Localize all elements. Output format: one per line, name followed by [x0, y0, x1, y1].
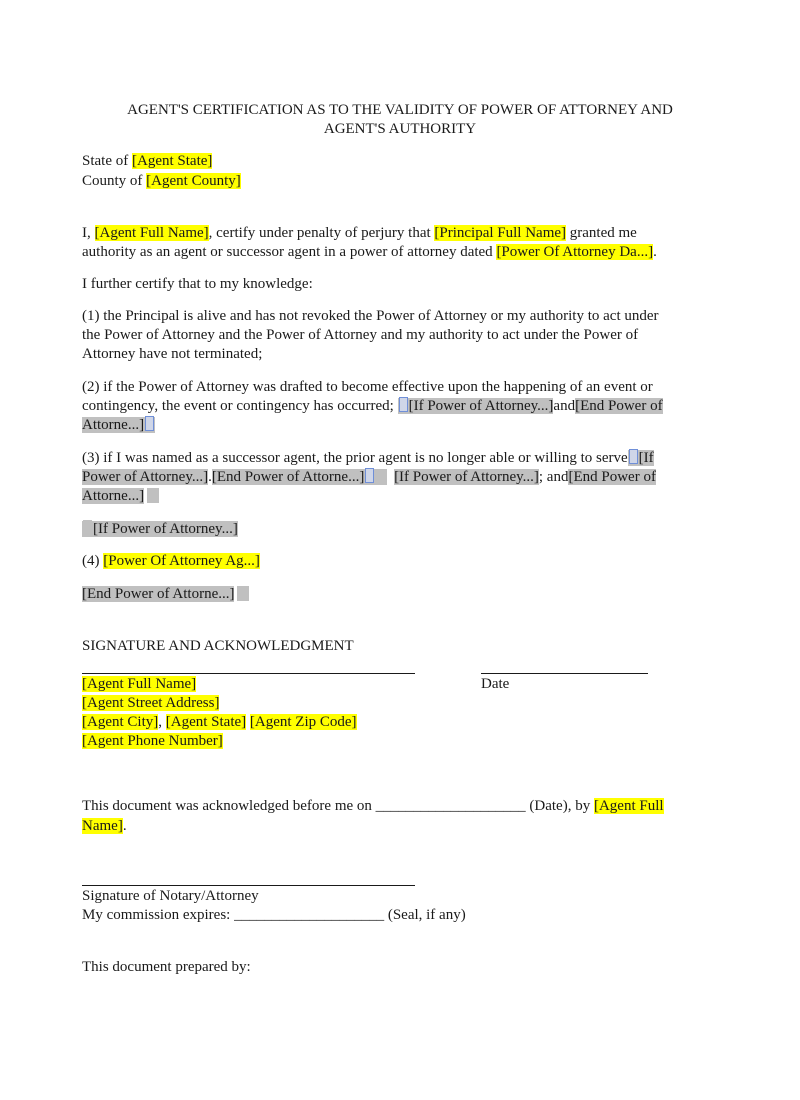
- intro-text: I,: [82, 225, 95, 241]
- comma-separator: ,: [158, 714, 166, 730]
- end-power-of-attorney-field-2[interactable]: [End Power of: [568, 469, 656, 485]
- item-3-line-3: [82, 487, 159, 506]
- acknowledgment-line-1: [82, 797, 664, 816]
- signature-heading: SIGNATURE AND ACKNOWLEDGMENT: [82, 638, 354, 654]
- end-power-of-attorney-field[interactable]: [End Power of Attorne...]: [211, 469, 365, 485]
- agent-state-field[interactable]: [Agent State]: [165, 714, 247, 730]
- item-2-text: and: [553, 398, 576, 414]
- if-block-text: [If Power of Attorney...]: [93, 521, 238, 537]
- state-prefix: State of: [82, 153, 132, 169]
- intro-line-2: [82, 243, 657, 262]
- item-2-line-1: (2) if the Power of Attorney was drafted to become effective upon the happening of an event or: [82, 379, 653, 395]
- if-power-of-attorney-field-cont[interactable]: Power of Attorney...]: [82, 469, 209, 485]
- item-3-line-1: [82, 449, 654, 468]
- item-2-line-2: [82, 397, 663, 416]
- sig-city-line: [82, 713, 357, 732]
- conditional-field-marker[interactable]: [398, 398, 554, 414]
- intro-text: granted me: [566, 225, 637, 241]
- item-3-text: ; and: [538, 469, 569, 485]
- if-power-of-attorney-block[interactable]: [82, 521, 238, 537]
- item-3-line-2: [82, 468, 656, 487]
- agent-street-address-field[interactable]: [Agent Street Address]: [82, 695, 220, 711]
- conditional-field-marker[interactable]: [364, 469, 386, 485]
- principal-full-name-field[interactable]: [Principal Full Name]: [434, 225, 567, 241]
- item-3-text: (3) if I was named as a successor agent, the prior agent is no longer able or willing to serve: [82, 450, 628, 466]
- intro-text: .: [653, 244, 657, 260]
- agent-full-name-field[interactable]: [Agent Full Name]: [82, 676, 197, 692]
- further-certify-text: I further certify that to my knowledge:: [82, 276, 313, 292]
- state-line: [82, 152, 212, 171]
- date-signature-line[interactable]: [481, 673, 648, 674]
- agent-zip-code-field[interactable]: [Agent Zip Code]: [249, 714, 357, 730]
- field-marker-icon: [83, 520, 92, 535]
- acknowledgment-text: .: [122, 818, 127, 834]
- if-field-text: [If: [638, 450, 654, 466]
- field-marker-icon: [365, 468, 374, 483]
- sig-street-line: [82, 694, 219, 713]
- field-marker-icon: [629, 449, 638, 464]
- intro-text: , certify under penalty of perjury that: [208, 225, 435, 241]
- gray-square-icon: [147, 488, 159, 503]
- notary-signature-label: Signature of Notary/Attorney: [82, 888, 259, 904]
- county-prefix: County of: [82, 173, 147, 189]
- item-3-text: .: [208, 469, 212, 485]
- power-of-attorney-agent-field[interactable]: [Power Of Attorney Ag...]: [103, 553, 260, 569]
- gray-square-icon: [237, 586, 249, 601]
- document-title-line-1: AGENT'S CERTIFICATION AS TO THE VALIDITY OF POWER OF ATTORNEY AND: [127, 102, 673, 118]
- item-1-line-2: the Power of Attorney and the Power of Attorney and my authority to act under the Power of: [82, 327, 639, 343]
- if-power-of-attorney-field[interactable]: [If Power of Attorney...]: [408, 398, 554, 414]
- county-line: [82, 172, 241, 191]
- commission-expires-line: My commission expires: ____________________ (Seal, if any): [82, 907, 466, 923]
- item-4-label: (4): [82, 553, 104, 569]
- sig-agent-name-line: [82, 675, 196, 694]
- document-title-line-2: AGENT'S AUTHORITY: [323, 121, 477, 137]
- agent-full-name-field-cont[interactable]: Name]: [82, 818, 123, 834]
- acknowledgment-line-2: [82, 817, 127, 836]
- if-power-of-attorney-field[interactable]: [628, 450, 654, 466]
- agent-full-name-field[interactable]: [Agent Full: [593, 798, 664, 814]
- item-1-line-1: (1) the Principal is alive and has not revoked the Power of Attorney or my authority to act under: [82, 308, 659, 324]
- if-block-line: [82, 520, 238, 539]
- agent-full-name-field[interactable]: [Agent Full Name]: [94, 225, 209, 241]
- end-field-text: Attorne...]: [82, 417, 145, 433]
- field-marker-icon: [399, 397, 408, 412]
- end-power-of-attorney-field-2-cont[interactable]: Attorne...]: [82, 488, 145, 504]
- item-4-line: [82, 552, 260, 571]
- agent-city-field[interactable]: [Agent City]: [82, 714, 159, 730]
- end-power-of-attorney-field[interactable]: [End Power of: [575, 398, 663, 414]
- notary-signature-line[interactable]: [82, 885, 415, 886]
- end-block-line: [82, 585, 249, 604]
- item-2-text: contingency, the event or contingency has occurred;: [82, 398, 398, 414]
- field-marker-icon: [145, 416, 154, 431]
- if-power-of-attorney-field-2[interactable]: [If Power of Attorney...]: [394, 469, 539, 485]
- item-2-line-3: [82, 416, 155, 435]
- agent-state-field[interactable]: [Agent State]: [132, 153, 213, 169]
- sig-phone-line: [82, 732, 223, 751]
- agent-county-field[interactable]: [Agent County]: [146, 173, 241, 189]
- intro-line-1: [82, 224, 637, 243]
- intro-text: authority as an agent or successor agent in a power of attorney dated: [82, 244, 497, 260]
- power-of-attorney-date-field[interactable]: [Power Of Attorney Da...]: [496, 244, 654, 260]
- end-power-of-attorney-block[interactable]: [End Power of Attorne...]: [82, 586, 235, 602]
- acknowledgment-text: This document was acknowledged before me on ____________________ (Date), by: [82, 798, 594, 814]
- item-1-line-3: Attorney have not terminated;: [82, 346, 263, 362]
- end-power-of-attorney-field-cont[interactable]: [82, 417, 155, 433]
- agent-signature-line[interactable]: [82, 673, 415, 674]
- date-label: Date: [481, 676, 510, 692]
- agent-phone-number-field[interactable]: [Agent Phone Number]: [82, 733, 223, 749]
- prepared-by-text: This document prepared by:: [82, 959, 251, 975]
